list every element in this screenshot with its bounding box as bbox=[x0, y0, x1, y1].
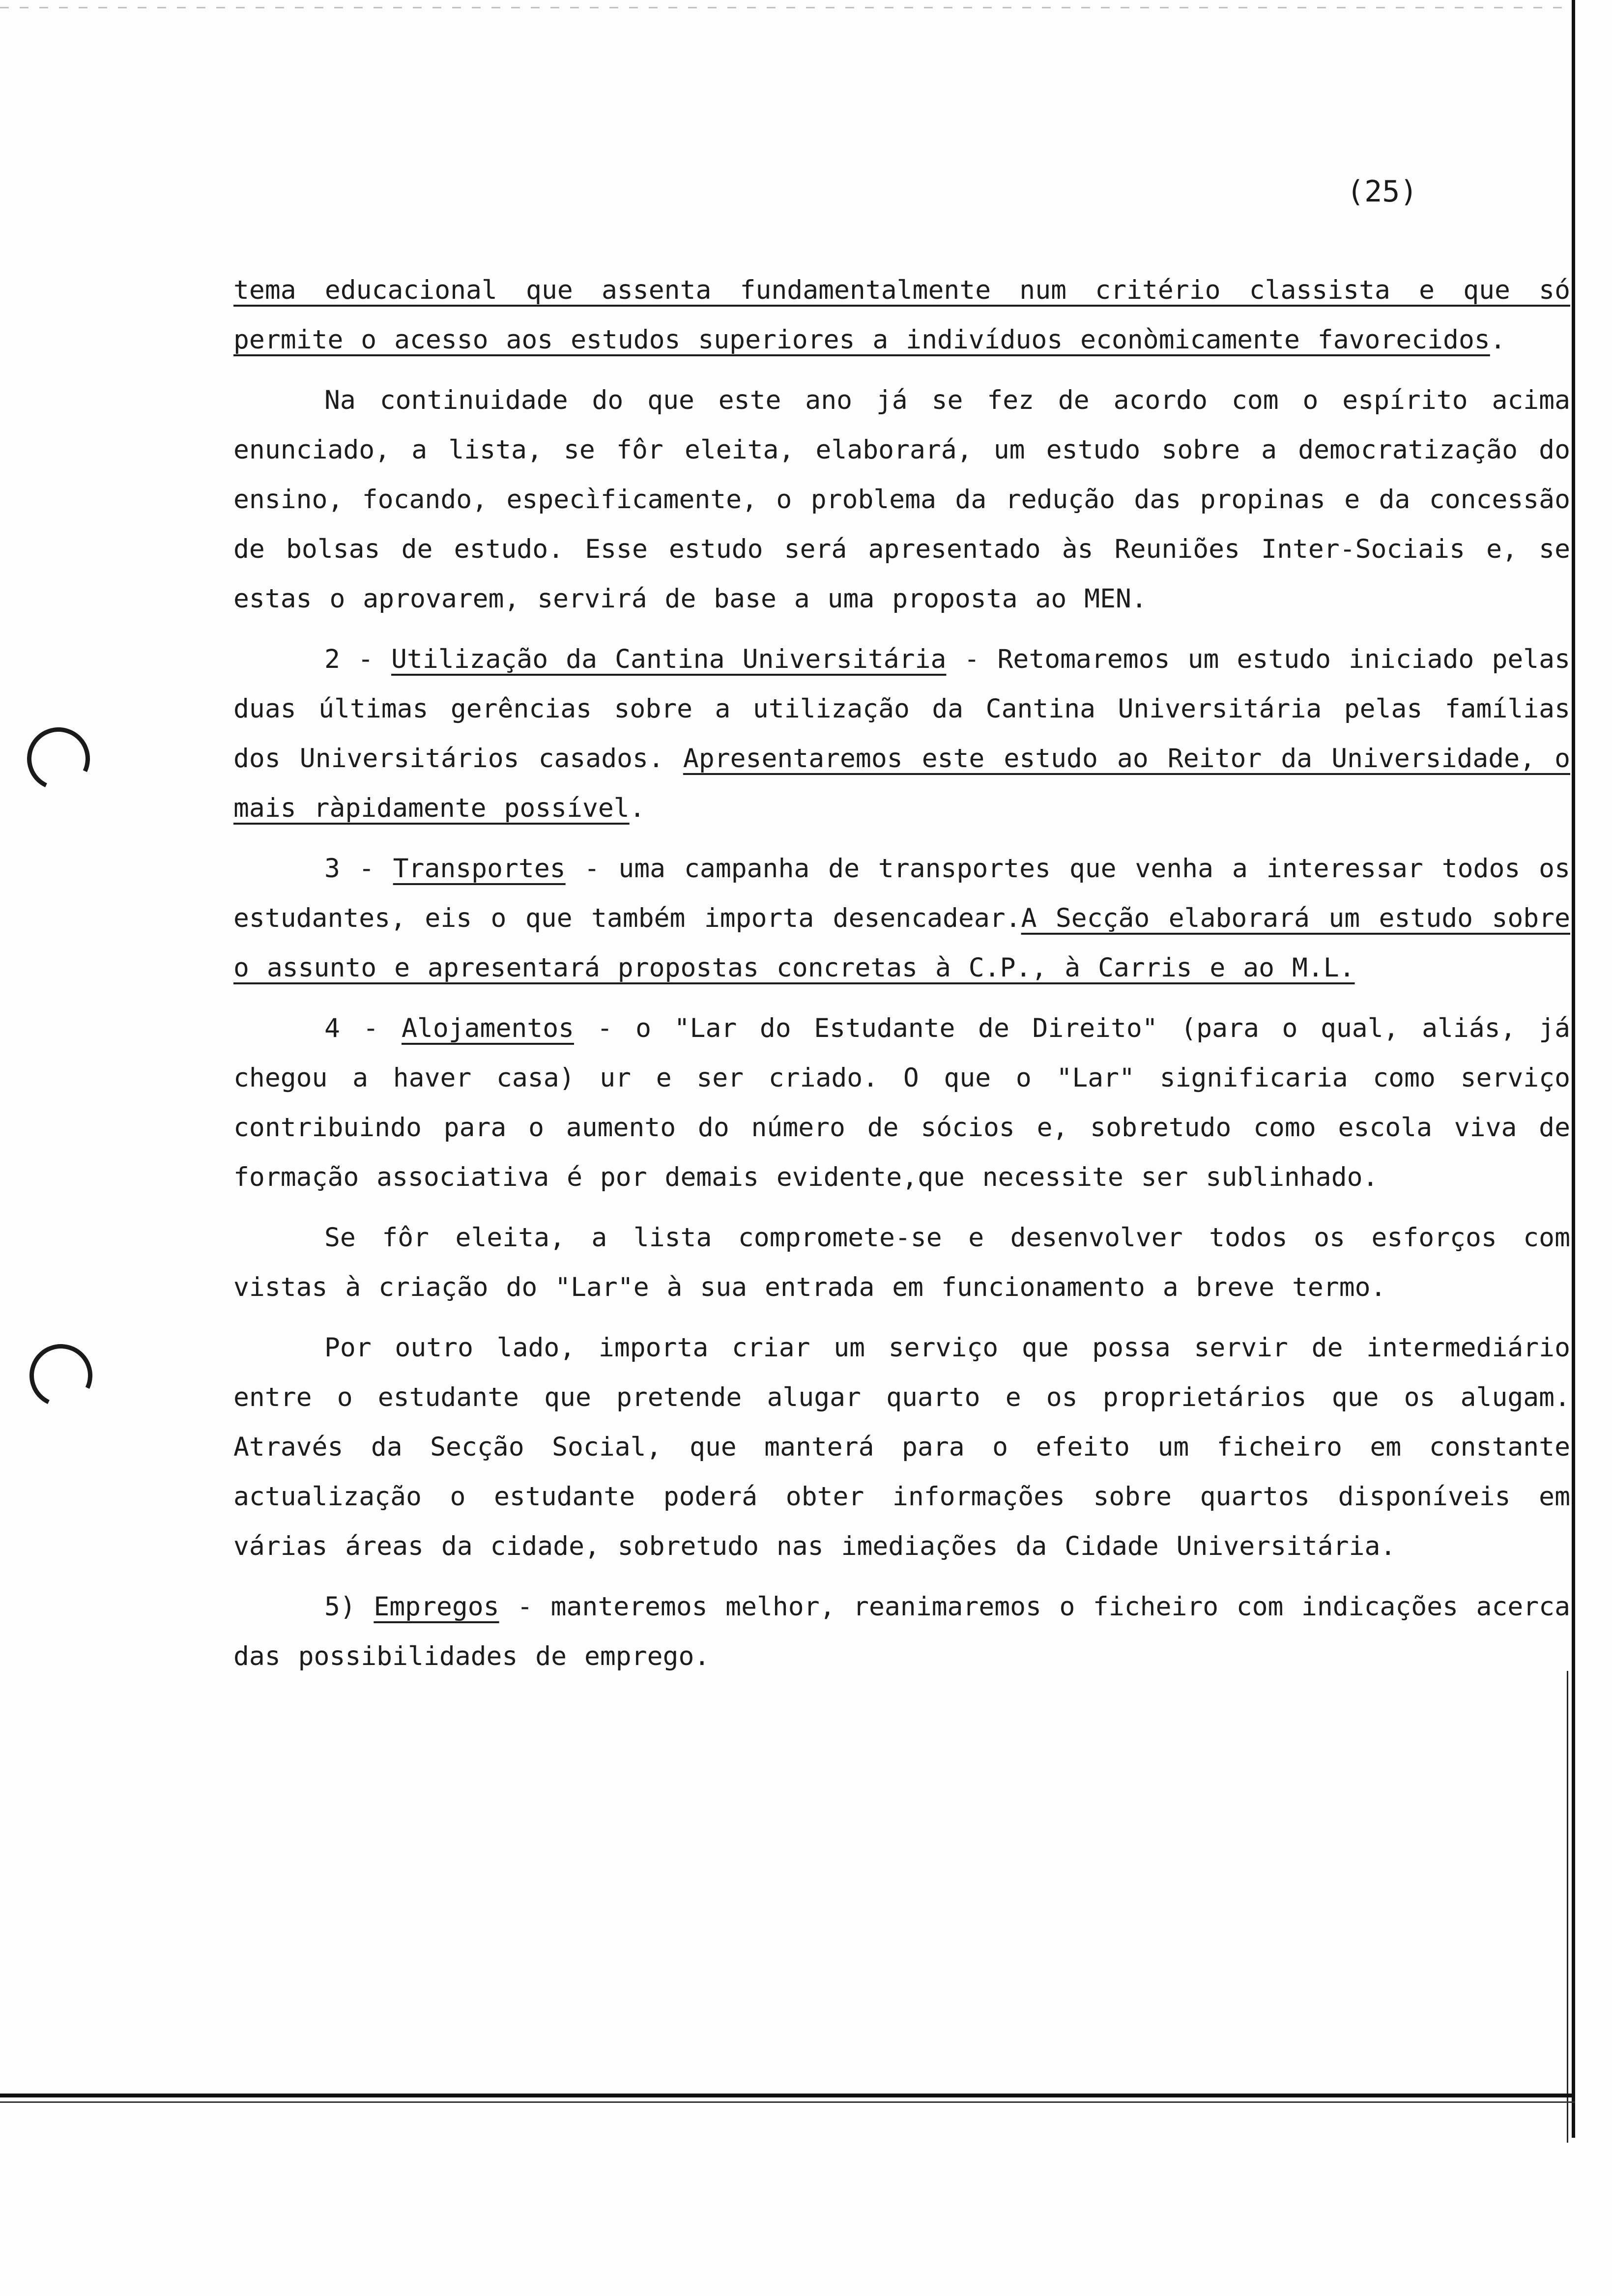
text: - Retomaremos um estudo iniciado pelas duas últimas gerências sobre a utilização da Cantina Universitária pelas famílias dos Universitários casados. bbox=[233, 644, 1570, 774]
paragraph-lar-commitment bbox=[233, 1213, 1570, 1312]
text: - manteremos melhor, reanimaremos o ficheiro com indicações acerca das possibilidades de emprego. bbox=[233, 1592, 1570, 1671]
underlined-text: A Secção elaborará um estudo sobre o assunto e apresentará propostas concretas à C.P., à Carris e ao M.L. bbox=[233, 903, 1570, 983]
punch-hole-upper bbox=[18, 718, 99, 799]
top-edge-dashes bbox=[0, 7, 1573, 8]
text: Por outro lado, importa criar um serviço que possa servir de intermediário entre o estudante que pretende alugar quarto e os proprietários que os alugam. Através da Secção Social, que manterá para o efeito um ficheiro em constante actualização o estudante poderá obter informações sobre quartos disponíveis em várias áreas da cidade, sobretudo nas imediações da Cidade Universitária. bbox=[233, 1333, 1570, 1561]
right-margin-rule-inner bbox=[1567, 1671, 1568, 2143]
item-number: 4 - bbox=[324, 1013, 402, 1043]
item-number: 5) bbox=[324, 1592, 374, 1622]
paragraph-alojamentos bbox=[233, 1004, 1570, 1202]
item-heading: Transportes bbox=[393, 854, 566, 884]
right-margin-rule bbox=[1572, 0, 1575, 2138]
item-heading: Alojamentos bbox=[402, 1013, 575, 1043]
paragraph-cantina bbox=[233, 634, 1570, 833]
paragraph-democratization bbox=[233, 375, 1570, 624]
item-number: 3 - bbox=[324, 854, 393, 884]
paragraph-quartos-service bbox=[233, 1323, 1570, 1571]
item-heading: Empregos bbox=[374, 1592, 499, 1622]
underlined-text: tema educacional que assenta fundamentalmente num critério classista e que só permite o acesso aos estudos superiores a indivíduos econòmicamente favorecidos bbox=[233, 275, 1570, 355]
text: . bbox=[629, 793, 645, 823]
text: Se fôr eleita, a lista compromete-se e desenvolver todos os esforços com vistas à criação do "Lar"e à sua entrada em funcionamento a breve termo. bbox=[233, 1223, 1570, 1302]
item-number: 2 - bbox=[324, 644, 392, 674]
paragraph-transportes bbox=[233, 844, 1570, 993]
paragraph-empregos bbox=[233, 1582, 1570, 1681]
page-number: (25) bbox=[1347, 174, 1418, 209]
punch-hole-lower bbox=[21, 1335, 101, 1416]
underlined-text: Apresentaremos este estudo ao Reitor da Universidade, o mais ràpidamente possível bbox=[233, 744, 1570, 823]
text: - o "Lar do Estudante de Direito" (para o qual, aliás, já chegou a haver casa) ur e ser criado. O que o "Lar" significaria como serviço contribuindo para o aumento do número de sócios e, sobretudo como escola viva de formação associativa é por demais evidente,que necessite ser sublinhado. bbox=[233, 1013, 1570, 1192]
bottom-rule bbox=[0, 2094, 1575, 2097]
document-body bbox=[233, 265, 1570, 1692]
item-heading: Utilização da Cantina Universitária bbox=[391, 644, 947, 674]
paragraph-education-system bbox=[233, 265, 1570, 365]
bottom-rule-thin bbox=[0, 2101, 1575, 2103]
text: - uma campanha de transportes que venha a interessar todos os estudantes, eis o que também importa desencadear. bbox=[233, 854, 1570, 933]
text: . bbox=[1490, 325, 1506, 355]
text: Na continuidade do que este ano já se fez de acordo com o espírito acima enunciado, a lista, se fôr eleita, elaborará, um estudo sobre a democratização do ensino, focando, especìficamente, o problema da redução das propinas e da concessão de bolsas de estudo. Esse estudo será apresentado às Reuniões Inter-Sociais e, se estas o aprovarem, servirá de base a uma proposta ao MEN. bbox=[233, 385, 1570, 614]
